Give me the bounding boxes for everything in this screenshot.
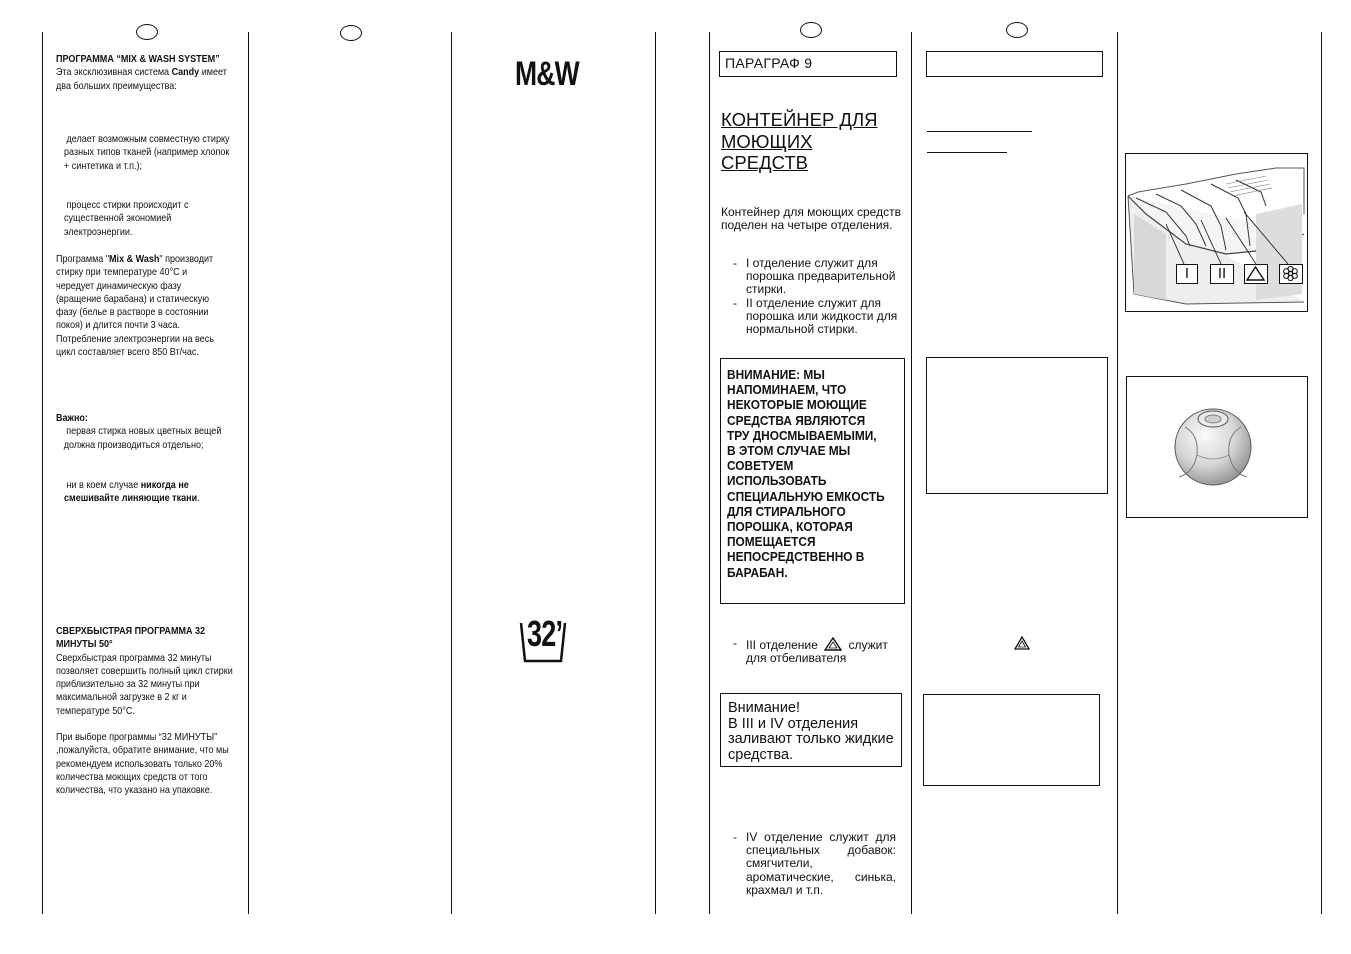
column-rule [1321, 32, 1322, 914]
important-section [56, 412, 256, 452]
mix-wash-intro: Эта эксклюзивная система Candy имеет два больших преимущества: [56, 66, 227, 92]
quick-program-note: При выборе программы “32 МИНУТЫ” ,пожалуйста, обратите внимание, что мы рекомендуем использовать только 20% количества моющих средств от того количества, что указано на упаковке. [56, 731, 229, 797]
dosing-ball-image [1127, 377, 1305, 515]
important-note-1: первая стирка новых цветных вещей должна производиться отдельно; [63, 425, 222, 451]
detergent-drawer-image [1126, 154, 1306, 310]
warning-triangle-icon [1014, 636, 1030, 650]
quick-program-text: Сверхбыстрая программа 32 минуты позволяет совершить полный цикл стирки приблизительно за 32 минуты при максимальной загрузке в 2 кг и температуре 50°С. [56, 651, 233, 717]
important-note-2: ни в коем случае никогда не смешивайте линяющие ткани. [64, 479, 200, 505]
benefit-2: процесс стирки происходит с существенной экономией электроэнергии. [64, 199, 189, 238]
compartment-4: - IV отделение служит для специальных добавок: смягчители, ароматические, синька, крахмал и т.п. [733, 830, 896, 897]
section-heading: КОНТЕЙНЕР ДЛЯ МОЮЩИХ СРЕДСТВ [721, 109, 878, 173]
warning-triangle-icon [824, 637, 842, 651]
language-mark [800, 22, 822, 38]
dosing-ball-illustration [1126, 376, 1308, 518]
dispenser-illustration [1125, 153, 1308, 312]
column-rule [655, 32, 656, 914]
compartment-3: - III отделение служит для отбеливателя [733, 636, 888, 666]
quick-program-title: СВЕРХБЫСТРАЯ ПРОГРАММА 32 МИНУТЫ 50° [56, 625, 206, 651]
warning-text: ВНИМАНИЕ: МЫ НАПОМИНАЕМ, ЧТО НЕКОТОРЫЕ МОЮЩИЕ СРЕДСТВА ЯВЛЯЮТСЯ ТРУ ДНОСМЫВАЕМЫМИ, В ЭТОМ СЛУЧАЕ МЫ СОВЕТУЕМ ИСПОЛЬЗОВАТЬ СПЕЦИАЛЬНУЮ ЕМКОСТЬ ДЛЯ СТИРАЛЬНОГО ПОРОШКА, КОТОРАЯ ПОМЕЩАЕТСЯ НЕПОСРЕДСТВЕННО В БАРАБАН. [727, 367, 885, 580]
compartment-label-3 [1244, 264, 1268, 284]
liquid-note-title: Внимание! [728, 700, 801, 716]
column-rule [911, 32, 912, 914]
liquid-note-box [720, 693, 902, 767]
important-label: Важно: [56, 412, 88, 424]
heading-underline [927, 131, 1032, 132]
mix-wash-section [56, 53, 264, 93]
language-mark [340, 25, 362, 41]
paragraph-box [719, 51, 897, 77]
paragraph-number: ПАРАГРАФ 9 [725, 55, 813, 71]
compartment-label-2: II [1210, 264, 1234, 284]
quick-program-section [56, 625, 266, 798]
heading-underline [927, 152, 1007, 153]
column-rule [709, 32, 710, 914]
compartment-1: - I отделение служит для порошка предварительной стирки. [733, 256, 896, 297]
mix-wash-symbol: M&W [515, 55, 579, 93]
paragraph-box-empty [926, 51, 1103, 77]
warning-box-empty [926, 357, 1108, 494]
compartment-list [733, 257, 905, 336]
language-mark [1006, 22, 1028, 38]
quick-32-label: 32’ [527, 613, 563, 654]
note-box-empty [923, 694, 1100, 786]
mix-wash-title: ПРОГРАММА “MIX & WASH SYSTEM” [56, 53, 220, 65]
benefit-1: делает возможным совместную стирку разных типов тканей (например хлопок + синтетика и т.п.); [64, 133, 230, 172]
column-rule [42, 32, 43, 914]
language-mark [136, 24, 158, 40]
compartment-label-1: I [1176, 264, 1198, 284]
compartment-label-4 [1279, 264, 1303, 284]
warning-triangle-icon [1245, 265, 1266, 282]
flower-icon [1280, 265, 1301, 282]
warning-box [720, 358, 905, 604]
container-intro: Контейнер для моющих средств поделен на четыре отделения. [721, 205, 901, 233]
program-description: Программа "Mix & Wash" производит стирку при температуре 40°С и чередует динамическую фазу (вращение барабана) и статическую фазу (белье в растворе в состоянии покоя) и длится почти 3 часа. Потребление электроэнергии на весь цикл составляет всего 850 Вт/час. [56, 253, 214, 359]
column-rule [451, 32, 452, 914]
quick-32-symbol [519, 615, 571, 667]
compartment-2: - II отделение служит для порошка или жидкости для нормальной стирки. [733, 295, 898, 337]
liquid-note-text: В III и IV отделения заливают только жидкие средства. [728, 715, 894, 763]
column-rule [1117, 32, 1118, 914]
